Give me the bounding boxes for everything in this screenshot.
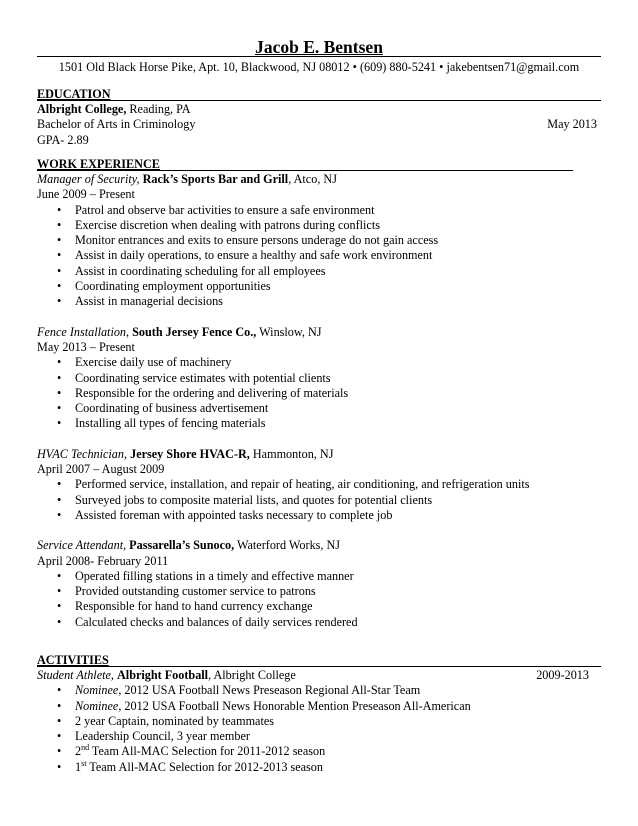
job-title-line <box>37 538 601 553</box>
work-section <box>37 157 601 630</box>
activity-team: Albright Football <box>117 668 209 682</box>
activity-item: • Nominee, 2012 USA Football News Honorable Mention Preseason All-American <box>37 699 601 714</box>
duty-item: • Provided outstanding customer service to patrons <box>37 584 601 599</box>
activity-item: • 2nd Team All-MAC Selection for 2011-2012 season <box>37 744 601 759</box>
duty-item: • Coordinating service estimates with potential clients <box>37 371 601 386</box>
duty-item: • Installing all types of fencing materials <box>37 416 601 431</box>
activity-list <box>37 683 601 775</box>
activity-item: • 1st Team All-MAC Selection for 2012-2013 season <box>37 760 601 775</box>
job-duties <box>37 355 601 431</box>
gpa: GPA- 2.89 <box>37 132 89 147</box>
graduation-date: May 2013 <box>547 117 597 132</box>
duty-item: • Coordinating of business advertisement <box>37 401 601 416</box>
duty-item: • Surveyed jobs to composite material lists, and quotes for potential clients <box>37 493 601 508</box>
duty-item: • Coordinating employment opportunities <box>37 279 601 294</box>
duty-item: • Assist in daily operations, to ensure a healthy and safe work environment <box>37 248 601 263</box>
job-employer: Passarella’s Sunoco, <box>129 538 235 553</box>
school-location: Reading, PA <box>126 102 191 116</box>
job-location: Waterford Works, NJ <box>234 538 341 553</box>
duty-item: • Patrol and observe bar activities to ensure a safe environment <box>37 203 601 218</box>
duty-item: • Operated filling stations in a timely and effective manner <box>37 569 601 584</box>
contact-line: 1501 Old Black Horse Pike, Apt. 10, Blackwood, NJ 08012 • (609) 880-5241 • jakebentsen71@gmail.com <box>58 60 580 74</box>
job-duties <box>37 203 601 310</box>
activity-title-line <box>37 668 601 683</box>
job-duties <box>37 477 601 523</box>
duty-item: • Performed service, installation, and repair of heating, air conditioning, and refrigeration units <box>37 477 601 492</box>
activities-heading: ACTIVITIES <box>37 653 601 668</box>
activity-dates: 2009-2013 <box>536 668 589 682</box>
job-title-line <box>37 172 601 187</box>
duty-item: • Responsible for hand to hand currency exchange <box>37 599 601 614</box>
job-title: Service Attendant, <box>37 538 127 553</box>
duty-item: • Assist in managerial decisions <box>37 294 601 309</box>
school-name: Albright College, <box>37 102 127 116</box>
duty-item: • Assisted foreman with appointed tasks necessary to complete job <box>37 508 601 523</box>
job-employer: South Jersey Fence Co., <box>132 324 257 339</box>
job-title-line <box>37 447 601 462</box>
job-location: Winslow, NJ <box>256 324 322 339</box>
job-dates: June 2009 – Present <box>37 187 135 202</box>
activity-role: Student Athlete, <box>37 668 114 682</box>
job-title-line <box>37 325 601 340</box>
degree: Bachelor of Arts in Criminology <box>37 117 196 132</box>
job-duties <box>37 569 601 630</box>
activity-org: , Albright College <box>208 668 296 682</box>
activity-item: • 2 year Captain, nominated by teammates <box>37 714 601 729</box>
duty-item: • Exercise discretion when dealing with patrons during conflicts <box>37 218 601 233</box>
duty-item: • Exercise daily use of machinery <box>37 355 601 370</box>
activities-section <box>37 653 601 775</box>
job-entry <box>37 447 601 523</box>
job-dates: April 2007 – August 2009 <box>37 462 165 477</box>
education-school-line <box>37 102 601 117</box>
education-degree-line <box>37 117 601 132</box>
header-divider <box>37 56 601 57</box>
education-section <box>37 87 601 148</box>
duty-item: • Responsible for the ordering and delivering of materials <box>37 386 601 401</box>
job-dates: April 2008- February 2011 <box>37 553 169 568</box>
job-dates: May 2013 – Present <box>37 339 135 354</box>
job-employer: Jersey Shore HVAC-R, <box>130 446 250 461</box>
job-title: Manager of Security, <box>37 172 140 186</box>
job-entry <box>37 538 601 630</box>
duty-item: • Assist in coordinating scheduling for all employees <box>37 264 601 279</box>
duty-item: • Monitor entrances and exits to ensure persons underage do not gain access <box>37 233 601 248</box>
job-entry <box>37 325 601 432</box>
education-heading: EDUCATION <box>37 87 601 102</box>
job-location: Hammonton, NJ <box>249 446 334 461</box>
job-employer: Rack’s Sports Bar and Grill <box>142 172 289 186</box>
job-location: , Atco, NJ <box>288 172 337 186</box>
activity-item: • Nominee, 2012 USA Football News Preseason Regional All-Star Team <box>37 683 601 698</box>
job-title: HVAC Technician, <box>37 446 128 461</box>
resume-name: Jacob E. Bentsen <box>255 37 383 57</box>
job-entry <box>37 172 601 310</box>
duty-item: • Calculated checks and balances of daily services rendered <box>37 615 601 630</box>
work-heading: WORK EXPERIENCE <box>37 157 601 172</box>
job-title: Fence Installation, <box>37 324 130 339</box>
activity-item: • Leadership Council, 3 year member <box>37 729 601 744</box>
